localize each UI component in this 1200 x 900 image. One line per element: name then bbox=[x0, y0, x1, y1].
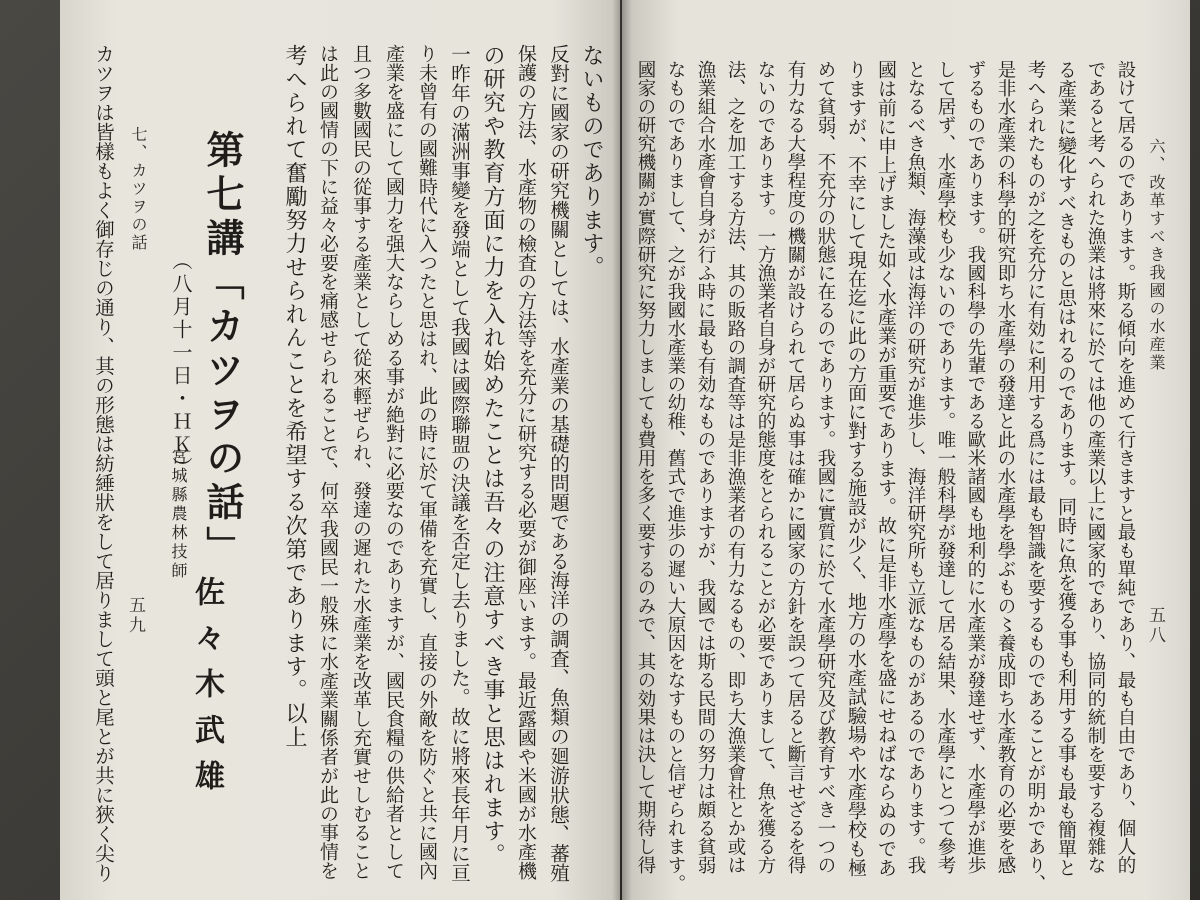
body-line: 國家の研究機關が實際研究に努力しましても費用を多く要するのみで、其の効果は決して期待し得 bbox=[635, 60, 656, 874]
body-line: ずるものであります。我國科學の先輩である歐米諸國も地利的に水產業が發達せず、水產學が進歩 bbox=[965, 60, 986, 874]
body-line: ないものであります。 bbox=[579, 44, 604, 279]
book-gutter bbox=[612, 0, 632, 900]
body-line: 一昨年の滿洲事變を發端として我國は國際聯盟の決議を否定し去りました。故に將來長年月に亘 bbox=[448, 44, 471, 883]
left-page bbox=[60, 0, 620, 900]
body-line: 設けて居るのであります。斯る傾向を進めて行きますと最も單純であり、最も自由であり、個人的 bbox=[1115, 60, 1136, 874]
body-line: ないのであります。一方漁業者自身が研究的態度をとられることが必要でありまして、魚を獲る方 bbox=[755, 60, 776, 874]
body-line: 國は前に申上げました如く水產業が重要であります。故に是非水產學を盛にせねばならぬのであ bbox=[875, 60, 897, 877]
body-line: 考へられたものが之を充分に有効に利用する爲には最も智識を要するものであることが明かであり、 bbox=[1025, 60, 1046, 893]
page-number: 五八 bbox=[1145, 606, 1165, 646]
body-line: る產業に變化すべきものと思はれるのであります。同時に魚を獲る事も利用する事も最も簡單と bbox=[1055, 60, 1077, 877]
body-line: して居ず、水產學校も少ないのであります。唯一般科學が發達して居る結果、水產學にとつて參考 bbox=[935, 60, 956, 874]
body-line: 產業を盛にして國力を强大ならしめる事が絶對に必要なのでありますが、國民食糧の供給者として bbox=[383, 44, 405, 880]
body-line: 且つ多數國民の從事する產業として從來輕ぜられ、發達の遲れた水產業を改革し充實せしむること bbox=[350, 44, 372, 880]
author-name: 佐々木武雄 bbox=[189, 576, 224, 806]
lecture-title: 第七講「カツヲの話」 bbox=[200, 130, 245, 570]
author-affiliation: 宮城縣農林技師 bbox=[169, 448, 188, 581]
body-line: りますが、不幸にして現在迄に此の方面に對する施設が少く、地方の水產試驗場や水產學校も極 bbox=[845, 60, 867, 877]
body-line: の研究や教育方面に力を入れ始めたことは吾々の注意すべき事と思はれます。 bbox=[480, 44, 505, 867]
body-line: 法、之を加工する方法、其の販路の調査等は是非漁業者の有力なるもの、即ち大漁業會社とか或は bbox=[725, 60, 746, 874]
body-line: 有力なる大學程度の機關が設けられて居らぬ事は確かに國家の方針を誤つて居ると斷言せざるを得 bbox=[785, 60, 806, 874]
body-line: めて貧弱、不充分の狀態に在るのであります。我國に實質に於て水產學研究及び教育すべき一つの bbox=[815, 60, 836, 874]
body-line: 保護の方法、水產物の檢査の方法等を充分に研究する必要が御座います。最近露國や米國が水產機 bbox=[515, 44, 537, 880]
body-line: り未曾有の國難時代に入つたと思はれ、此の時に於て軍備を充實し、直接の外敵を防ぐと共に國內 bbox=[416, 44, 438, 880]
running-head: 七、カツヲの話 bbox=[129, 126, 148, 252]
body-line: 考へられて奮勵努力せられんことを希望する次第であります。以上 bbox=[282, 44, 307, 749]
body-line: であると考へられた漁業は將來に於ては他の產業以上に國家的であり、協同的統制を要する複雜な bbox=[1085, 60, 1106, 874]
book-spread bbox=[60, 0, 1190, 900]
running-head: 六、改革すべき我國の水産業 bbox=[1147, 138, 1166, 372]
body-line: となるべき魚類、海藻或は海洋の研究が進歩し、海洋研究所も立派なものがあるのであります。我 bbox=[905, 60, 926, 874]
body-line: 反對に國家の研究機關としては、水產業の基礎的問題である海洋の調査、魚類の廻游狀態、蕃殖 bbox=[547, 44, 570, 883]
body-line: 是非水產業の科學的研究即ち水產學の發達と此の水產學を學ぶもの〻養成即ち水產教育の必要を感 bbox=[995, 60, 1016, 874]
page-number: 五九 bbox=[125, 596, 145, 636]
body-line: 漁業組合水產會自身が行ふ時に最も有効なものでありますが、我國では斯る民間の努力は頗る貧弱 bbox=[695, 60, 716, 874]
right-page bbox=[622, 0, 1190, 900]
body-line: なものでありまして、之が我國水產業の幼稚、舊式で進歩の遲い大原因をなすものと信ぜられます。 bbox=[665, 60, 686, 893]
body-line: は此の國情の下に益々必要を痛感せられることで、何卒我國民一般殊に水產業關係者が此の事情を bbox=[317, 44, 339, 880]
lecture-date: （八月十一日・ＨＫ） bbox=[169, 250, 193, 480]
body-line: カツヲは皆樣もよく御存じの通り、其の形態は紡綞狀をして居りまして頭と尾とが共に狹く尖り bbox=[92, 44, 115, 883]
